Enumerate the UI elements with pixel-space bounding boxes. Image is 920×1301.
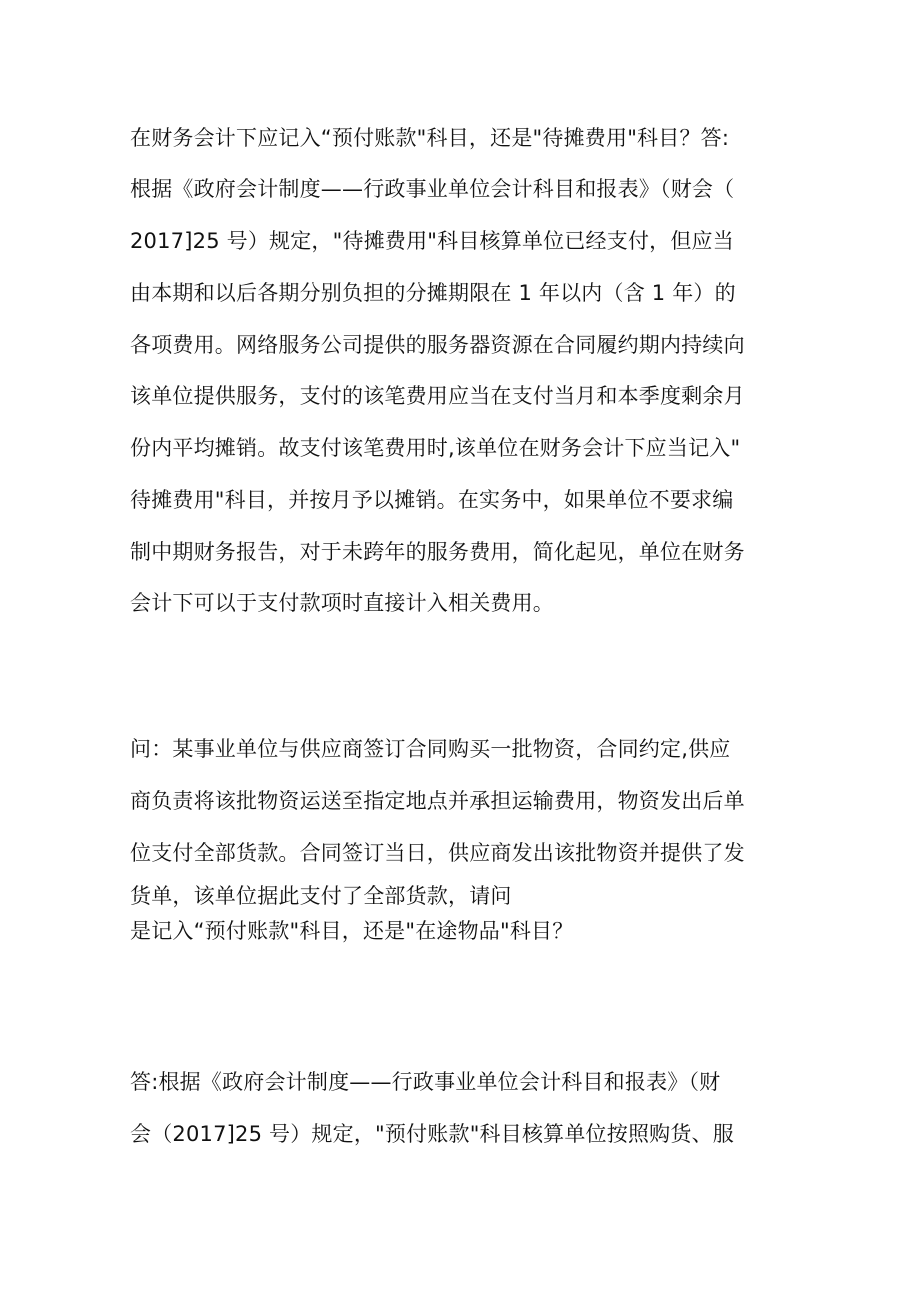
text-line: 根据《政府会计制度——行政事业单位会计科目和报表》（财会（: [130, 177, 735, 201]
text-line: 会计下可以于支付款项时直接计入相关费用。: [130, 591, 554, 615]
text-line: 由本期和以后各期分别负担的分摊期限在 1 年以内（含 1 年）的: [130, 281, 736, 305]
text-line: 在财务会计下应记入“预付账款"科目，还是"待摊费用"科目？答:: [130, 126, 730, 150]
text-line: 待摊费用"科目，并按月予以摊销。在实务中，如果单位不要求编: [130, 488, 734, 512]
text-line: 份内平均摊销。故支付该笔费用时,该单位在财务会计下应当记入": [130, 436, 741, 460]
text-line: 商负责将该批物资运送至指定地点并承担运输费用，物资发出后单: [130, 789, 745, 813]
text-line: 是记入“预付账款"科目，还是"在途物品"科目？: [130, 919, 574, 943]
text-line: 答:根据《政府会计制度——行政事业单位会计科目和报表》（财: [130, 1070, 721, 1094]
text-line: 制中期财务报告，对于未跨年的服务费用，简化起见，单位在财务: [130, 540, 745, 564]
text-line: 各项费用。网络服务公司提供的服务器资源在合同履约期内持续向: [130, 333, 745, 357]
text-line: 2017]25 号）规定，"待摊费用"科目核算单位已经支付，但应当: [130, 229, 734, 253]
text-line: 货单，该单位据此支付了全部货款，请问: [130, 884, 512, 908]
text-line: 会（2017]25 号）规定，"预付账款"科目核算单位按照购货、服: [130, 1122, 734, 1146]
text-line: 该单位提供服务，支付的该笔费用应当在支付当月和本季度剩余月: [130, 384, 745, 408]
text-line: 位支付全部货款。合同签订当日，供应商发出该批物资并提供了发: [130, 841, 745, 865]
text-line: 问：某事业单位与供应商签订合同购买一批物资，合同约定,供应: [130, 737, 731, 761]
